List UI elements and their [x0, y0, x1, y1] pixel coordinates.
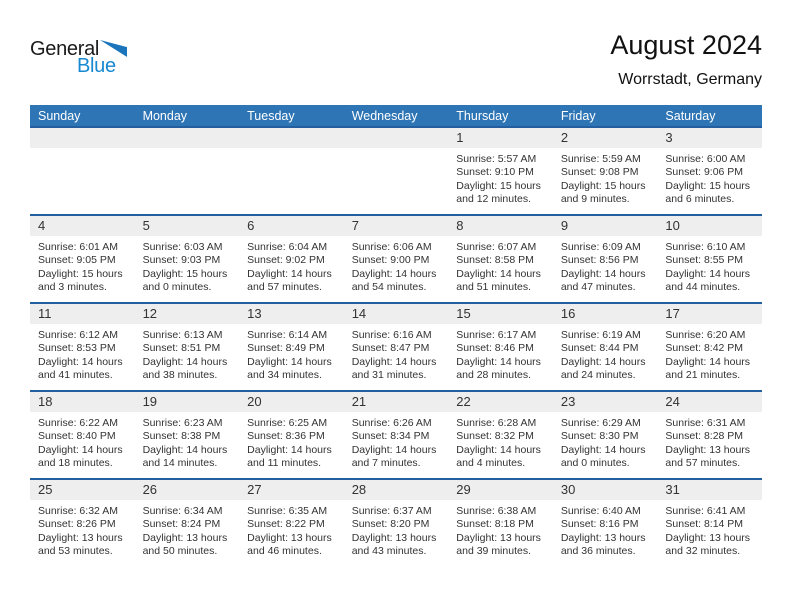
sunset-line: Sunset: 8:16 PM — [560, 518, 639, 531]
empty-day-cell — [30, 128, 135, 214]
day-cell-5 — [135, 216, 240, 302]
sunrise-line: Sunrise: 6:16 AM — [351, 329, 432, 341]
daylight-line: Daylight: 14 hours and 14 minutes. — [142, 443, 228, 470]
day-details — [448, 412, 553, 471]
day-number: 14 — [344, 304, 449, 324]
day-number — [30, 128, 135, 148]
sunset-line: Sunset: 8:44 PM — [560, 342, 639, 355]
day-cell-24 — [657, 392, 762, 478]
day-details — [448, 236, 553, 295]
week-row — [30, 478, 762, 566]
sunrise-line: Sunrise: 5:57 AM — [456, 153, 537, 165]
sunrise-line: Sunrise: 6:13 AM — [142, 329, 223, 341]
logo-text-blue: Blue — [77, 55, 116, 77]
day-number: 19 — [135, 392, 240, 412]
day-number: 5 — [135, 216, 240, 236]
day-cell-28 — [344, 480, 449, 566]
daylight-line: Daylight: 14 hours and 21 minutes. — [665, 355, 751, 382]
daylight-line: Daylight: 13 hours and 57 minutes. — [665, 443, 751, 470]
day-number: 28 — [344, 480, 449, 500]
page-title: August 2024 — [610, 30, 762, 60]
sunrise-line: Sunrise: 6:38 AM — [456, 505, 537, 517]
daylight-line: Daylight: 14 hours and 41 minutes. — [38, 355, 123, 382]
day-cell-23 — [553, 392, 658, 478]
sunrise-line: Sunrise: 6:12 AM — [38, 329, 118, 341]
day-details — [657, 412, 762, 471]
day-cell-7 — [344, 216, 449, 302]
day-details — [344, 236, 449, 295]
sunset-line: Sunset: 9:10 PM — [456, 166, 534, 179]
day-number — [239, 128, 344, 148]
day-cell-30 — [553, 480, 658, 566]
day-number: 29 — [448, 480, 553, 500]
sunrise-line: Sunrise: 6:29 AM — [560, 417, 641, 429]
daylight-line: Daylight: 14 hours and 54 minutes. — [351, 267, 437, 294]
day-number: 30 — [553, 480, 658, 500]
weekday-header-thursday: Thursday — [456, 108, 509, 123]
sunset-line: Sunset: 8:20 PM — [351, 518, 430, 531]
day-details — [30, 412, 135, 471]
sunset-line: Sunset: 8:18 PM — [456, 518, 534, 531]
day-details — [553, 324, 658, 383]
sunset-line: Sunset: 8:55 PM — [665, 254, 744, 267]
sunrise-line: Sunrise: 6:23 AM — [142, 417, 223, 429]
day-cell-6 — [239, 216, 344, 302]
week-row — [30, 126, 762, 214]
day-details — [448, 148, 553, 207]
daylight-line: Daylight: 14 hours and 47 minutes. — [560, 267, 646, 294]
day-cell-18 — [30, 392, 135, 478]
daylight-line: Daylight: 13 hours and 36 minutes. — [560, 531, 646, 558]
weekday-header-friday: Friday — [560, 108, 596, 123]
sunrise-line: Sunrise: 6:41 AM — [665, 505, 746, 517]
day-cell-27 — [239, 480, 344, 566]
day-details — [135, 324, 240, 383]
weekday-header-monday: Monday — [142, 108, 188, 123]
daylight-line: Daylight: 15 hours and 6 minutes. — [665, 179, 751, 206]
day-cell-8 — [448, 216, 553, 302]
sunrise-line: Sunrise: 6:19 AM — [560, 329, 641, 341]
sunrise-line: Sunrise: 6:17 AM — [456, 329, 537, 341]
sunset-line: Sunset: 8:53 PM — [38, 342, 116, 355]
day-cell-4 — [30, 216, 135, 302]
empty-day-cell — [239, 128, 344, 214]
day-cell-19 — [135, 392, 240, 478]
day-cell-21 — [344, 392, 449, 478]
daylight-line: Daylight: 14 hours and 18 minutes. — [38, 443, 123, 470]
sunset-line: Sunset: 8:24 PM — [142, 518, 221, 531]
day-cell-1 — [448, 128, 553, 214]
day-details — [553, 412, 658, 471]
header-titles — [610, 30, 762, 89]
sunrise-line: Sunrise: 6:37 AM — [351, 505, 432, 517]
sunset-line: Sunset: 8:51 PM — [142, 342, 221, 355]
day-cell-31 — [657, 480, 762, 566]
daylight-line: Daylight: 14 hours and 34 minutes. — [247, 355, 332, 382]
sunset-line: Sunset: 8:47 PM — [351, 342, 430, 355]
calendar-grid — [30, 105, 762, 566]
daylight-line: Daylight: 14 hours and 7 minutes. — [351, 443, 437, 470]
daylight-line: Daylight: 14 hours and 31 minutes. — [351, 355, 437, 382]
sunrise-line: Sunrise: 6:32 AM — [38, 505, 118, 517]
day-number: 8 — [448, 216, 553, 236]
sunrise-line: Sunrise: 6:28 AM — [456, 417, 537, 429]
sunset-line: Sunset: 8:38 PM — [142, 430, 221, 443]
day-number: 20 — [239, 392, 344, 412]
sunrise-line: Sunrise: 6:06 AM — [351, 241, 432, 253]
sunset-line: Sunset: 8:46 PM — [456, 342, 534, 355]
day-number: 12 — [135, 304, 240, 324]
sunrise-line: Sunrise: 6:35 AM — [247, 505, 328, 517]
daylight-line: Daylight: 14 hours and 24 minutes. — [560, 355, 646, 382]
day-number — [344, 128, 449, 148]
day-number: 16 — [553, 304, 658, 324]
daylight-line: Daylight: 13 hours and 43 minutes. — [351, 531, 437, 558]
day-cell-26 — [135, 480, 240, 566]
weekday-header-tuesday: Tuesday — [247, 108, 295, 123]
day-details — [657, 324, 762, 383]
daylight-line: Daylight: 14 hours and 51 minutes. — [456, 267, 541, 294]
day-cell-16 — [553, 304, 658, 390]
weekday-header-saturday: Saturday — [665, 108, 716, 123]
day-number: 21 — [344, 392, 449, 412]
sunset-line: Sunset: 8:32 PM — [456, 430, 534, 443]
weekday-header-row — [30, 105, 762, 126]
day-cell-11 — [30, 304, 135, 390]
day-details — [135, 236, 240, 295]
sunset-line: Sunset: 9:08 PM — [560, 166, 639, 179]
day-cell-25 — [30, 480, 135, 566]
general-blue-logo — [30, 38, 127, 78]
day-details — [553, 236, 658, 295]
day-number: 4 — [30, 216, 135, 236]
sunrise-line: Sunrise: 6:03 AM — [142, 241, 223, 253]
empty-day-cell — [344, 128, 449, 214]
day-details — [448, 500, 553, 559]
sunset-line: Sunset: 8:40 PM — [38, 430, 116, 443]
sunset-line: Sunset: 8:34 PM — [351, 430, 430, 443]
daylight-line: Daylight: 15 hours and 9 minutes. — [560, 179, 646, 206]
sunset-line: Sunset: 8:36 PM — [247, 430, 325, 443]
daylight-line: Daylight: 14 hours and 4 minutes. — [456, 443, 541, 470]
sunset-line: Sunset: 9:05 PM — [38, 254, 116, 267]
sunset-line: Sunset: 9:03 PM — [142, 254, 221, 267]
day-cell-17 — [657, 304, 762, 390]
day-number: 6 — [239, 216, 344, 236]
day-number: 15 — [448, 304, 553, 324]
day-cell-3 — [657, 128, 762, 214]
day-cell-15 — [448, 304, 553, 390]
daylight-line: Daylight: 15 hours and 0 minutes. — [142, 267, 228, 294]
daylight-line: Daylight: 14 hours and 0 minutes. — [560, 443, 646, 470]
sunset-line: Sunset: 8:56 PM — [560, 254, 639, 267]
calendar-weeks — [30, 126, 762, 566]
day-number — [135, 128, 240, 148]
day-number: 13 — [239, 304, 344, 324]
day-cell-9 — [553, 216, 658, 302]
day-details — [657, 236, 762, 295]
sunset-line: Sunset: 8:49 PM — [247, 342, 325, 355]
day-details — [448, 324, 553, 383]
daylight-line: Daylight: 13 hours and 53 minutes. — [38, 531, 123, 558]
weekday-header-wednesday: Wednesday — [351, 108, 418, 123]
day-number: 9 — [553, 216, 658, 236]
day-cell-20 — [239, 392, 344, 478]
day-number: 23 — [553, 392, 658, 412]
empty-day-cell — [135, 128, 240, 214]
day-cell-29 — [448, 480, 553, 566]
day-number: 17 — [657, 304, 762, 324]
daylight-line: Daylight: 14 hours and 38 minutes. — [142, 355, 228, 382]
daylight-line: Daylight: 14 hours and 28 minutes. — [456, 355, 541, 382]
sunrise-line: Sunrise: 6:34 AM — [142, 505, 223, 517]
page-subtitle: Worrstadt, Germany — [618, 71, 762, 88]
daylight-line: Daylight: 15 hours and 12 minutes. — [456, 179, 541, 206]
sunset-line: Sunset: 9:00 PM — [351, 254, 430, 267]
day-details — [30, 236, 135, 295]
sunset-line: Sunset: 8:42 PM — [665, 342, 744, 355]
day-cell-10 — [657, 216, 762, 302]
day-number: 2 — [553, 128, 658, 148]
sunrise-line: Sunrise: 6:22 AM — [38, 417, 118, 429]
day-number: 3 — [657, 128, 762, 148]
day-number: 11 — [30, 304, 135, 324]
day-details — [344, 324, 449, 383]
daylight-line: Daylight: 14 hours and 11 minutes. — [247, 443, 332, 470]
daylight-line: Daylight: 14 hours and 44 minutes. — [665, 267, 751, 294]
day-number: 31 — [657, 480, 762, 500]
sunset-line: Sunset: 8:22 PM — [247, 518, 325, 531]
sunset-line: Sunset: 8:26 PM — [38, 518, 116, 531]
day-details — [135, 500, 240, 559]
sunset-line: Sunset: 8:28 PM — [665, 430, 744, 443]
sunrise-line: Sunrise: 6:10 AM — [665, 241, 746, 253]
day-details — [553, 500, 658, 559]
daylight-line: Daylight: 13 hours and 46 minutes. — [247, 531, 332, 558]
sunrise-line: Sunrise: 6:31 AM — [665, 417, 746, 429]
daylight-line: Daylight: 14 hours and 57 minutes. — [247, 267, 332, 294]
day-details — [657, 500, 762, 559]
week-row — [30, 302, 762, 390]
sunrise-line: Sunrise: 6:01 AM — [38, 241, 118, 253]
daylight-line: Daylight: 13 hours and 39 minutes. — [456, 531, 541, 558]
day-cell-22 — [448, 392, 553, 478]
sunset-line: Sunset: 8:58 PM — [456, 254, 534, 267]
day-details — [239, 324, 344, 383]
daylight-line: Daylight: 13 hours and 32 minutes. — [665, 531, 751, 558]
day-number: 26 — [135, 480, 240, 500]
sunset-line: Sunset: 9:06 PM — [665, 166, 744, 179]
day-details — [30, 500, 135, 559]
sunrise-line: Sunrise: 6:00 AM — [665, 153, 746, 165]
sunrise-line: Sunrise: 5:59 AM — [560, 153, 641, 165]
logo-text-general: General — [30, 38, 100, 60]
sunrise-line: Sunrise: 6:14 AM — [247, 329, 328, 341]
sunrise-line: Sunrise: 6:09 AM — [560, 241, 641, 253]
sunset-line: Sunset: 8:30 PM — [560, 430, 639, 443]
sunrise-line: Sunrise: 6:25 AM — [247, 417, 328, 429]
day-number: 27 — [239, 480, 344, 500]
day-number: 24 — [657, 392, 762, 412]
day-cell-13 — [239, 304, 344, 390]
week-row — [30, 214, 762, 302]
day-cell-12 — [135, 304, 240, 390]
daylight-line: Daylight: 15 hours and 3 minutes. — [38, 267, 123, 294]
day-details — [553, 148, 658, 207]
day-details — [239, 412, 344, 471]
day-details — [657, 148, 762, 207]
day-details — [30, 324, 135, 383]
day-number: 1 — [448, 128, 553, 148]
sunset-line: Sunset: 8:14 PM — [665, 518, 744, 531]
day-details — [135, 412, 240, 471]
day-number: 25 — [30, 480, 135, 500]
day-details — [239, 500, 344, 559]
sunset-line: Sunset: 9:02 PM — [247, 254, 325, 267]
day-details — [344, 412, 449, 471]
day-number: 10 — [657, 216, 762, 236]
day-cell-2 — [553, 128, 658, 214]
sunrise-line: Sunrise: 6:07 AM — [456, 241, 537, 253]
weekday-header-sunday: Sunday — [38, 108, 81, 123]
day-details — [239, 236, 344, 295]
sunrise-line: Sunrise: 6:40 AM — [560, 505, 641, 517]
daylight-line: Daylight: 13 hours and 50 minutes. — [142, 531, 228, 558]
sunrise-line: Sunrise: 6:26 AM — [351, 417, 432, 429]
sunrise-line: Sunrise: 6:04 AM — [247, 241, 328, 253]
sunrise-line: Sunrise: 6:20 AM — [665, 329, 746, 341]
day-number: 22 — [448, 392, 553, 412]
day-cell-14 — [344, 304, 449, 390]
week-row — [30, 390, 762, 478]
day-details — [344, 500, 449, 559]
day-number: 18 — [30, 392, 135, 412]
day-number: 7 — [344, 216, 449, 236]
